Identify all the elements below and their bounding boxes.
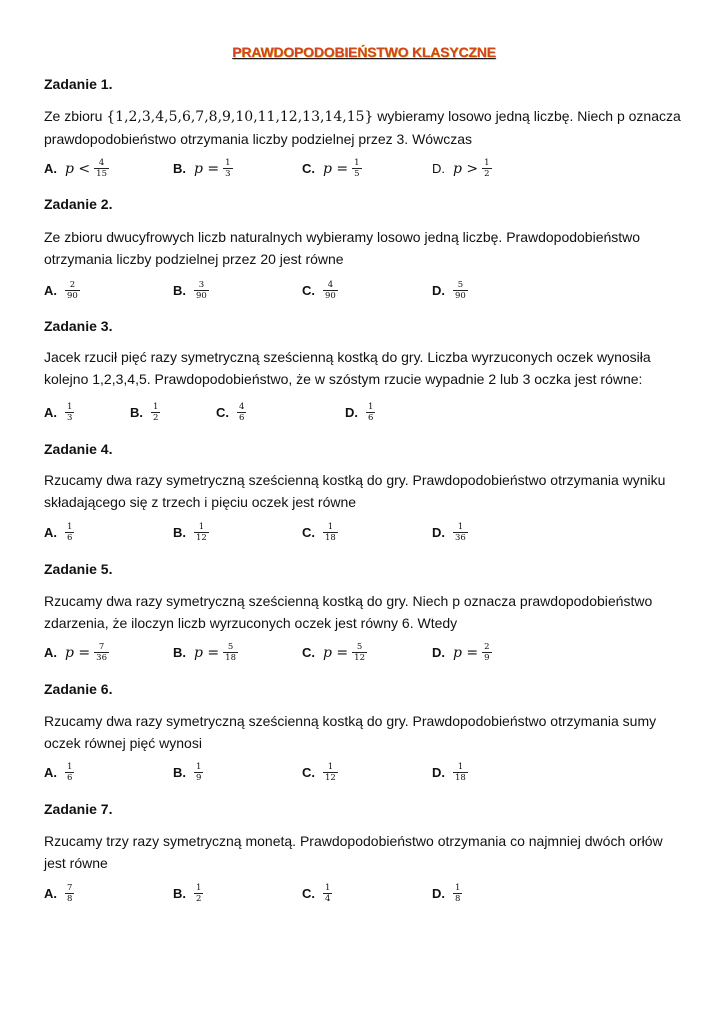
fraction-denominator: 3 — [67, 413, 73, 423]
option-letter: B. — [173, 886, 186, 901]
fraction-numerator: 1 — [325, 883, 331, 893]
option-fraction — [323, 762, 338, 783]
option-fraction — [65, 522, 74, 543]
option-fraction — [194, 883, 203, 904]
task-4-option-c[interactable] — [302, 522, 338, 543]
option-fraction — [65, 762, 74, 783]
fraction-denominator: 9 — [484, 653, 490, 663]
task-7-question: Rzucamy trzy razy symetryczną monetą. Prawdopodobieństwo otrzymania co najmniej dwóch orłów jest równe — [44, 833, 663, 871]
task-1-heading: Zadanie 1. — [44, 76, 113, 92]
option-fraction — [453, 883, 462, 904]
fraction-denominator: 2 — [196, 894, 202, 904]
option-fraction — [65, 883, 74, 904]
fraction-numerator: 1 — [354, 158, 360, 168]
option-letter: C. — [302, 161, 315, 176]
option-fraction — [237, 402, 246, 423]
option-relation: p = — [194, 644, 220, 661]
option-fraction — [482, 158, 491, 179]
option-fraction — [65, 280, 80, 301]
fraction-numerator: 5 — [457, 280, 464, 290]
fraction-denominator: 4 — [325, 894, 331, 904]
option-letter: D. — [432, 886, 445, 901]
fraction-denominator: 9 — [196, 773, 202, 783]
fraction-denominator: 90 — [67, 291, 78, 301]
option-relation: p = — [323, 644, 349, 661]
option-letter: A. — [44, 765, 57, 780]
task-3-option-d[interactable] — [345, 402, 375, 423]
option-relation: p = — [65, 644, 91, 661]
task-2-option-b[interactable] — [173, 280, 209, 301]
fraction-denominator: 90 — [196, 291, 207, 301]
fraction-denominator: 8 — [455, 894, 461, 904]
option-fraction — [223, 642, 238, 663]
option-fraction — [194, 762, 203, 783]
fraction-numerator: 1 — [327, 522, 334, 532]
option-relation: p > — [453, 160, 479, 177]
task-1-option-c[interactable] — [302, 158, 362, 179]
option-fraction — [323, 522, 338, 543]
task-7-option-c[interactable] — [302, 883, 332, 904]
option-fraction — [453, 280, 468, 301]
fraction-numerator: 5 — [227, 642, 234, 652]
fraction-numerator: 2 — [484, 642, 490, 652]
task-4-option-a[interactable] — [44, 522, 74, 543]
option-fraction — [453, 762, 468, 783]
option-letter: B. — [173, 161, 186, 176]
task-1-option-d[interactable] — [432, 158, 492, 179]
task-5-heading: Zadanie 5. — [44, 561, 113, 577]
task-5-option-c[interactable] — [302, 642, 367, 663]
fraction-numerator: 4 — [327, 280, 334, 290]
fraction-numerator: 1 — [67, 522, 73, 532]
option-letter: C. — [302, 886, 315, 901]
option-letter: A. — [44, 886, 57, 901]
fraction-numerator: 5 — [356, 642, 363, 652]
option-letter: A. — [44, 283, 57, 298]
fraction-denominator: 18 — [325, 533, 336, 543]
fraction-numerator: 1 — [327, 762, 334, 772]
task-6-heading: Zadanie 6. — [44, 681, 113, 697]
task-1-set: {1,2,3,4,5,6,7,8,9,10,11,12,13,14,15} — [106, 109, 374, 125]
task-5-question: Rzucamy dwa razy symetryczną sześcienną kostką do gry. Niech p oznacza prawdopodobieństwo zdarzenia, że iloczyn liczb wyrzuconych oczek jest równy 6. Wtedy — [44, 593, 653, 631]
task-6-option-a[interactable] — [44, 762, 74, 783]
fraction-denominator: 12 — [196, 533, 207, 543]
fraction-numerator: 4 — [98, 158, 105, 168]
fraction-denominator: 2 — [484, 169, 490, 179]
task-3-heading: Zadanie 3. — [44, 318, 113, 334]
option-letter: B. — [173, 645, 186, 660]
fraction-denominator: 8 — [67, 894, 73, 904]
page-title: PRAWDOPODOBIEŃSTWO KLASYCZNE — [232, 44, 496, 60]
task-2-option-d[interactable] — [432, 280, 468, 301]
option-letter: A. — [44, 525, 57, 540]
task-3-option-a[interactable] — [44, 402, 74, 423]
task-7-heading: Zadanie 7. — [44, 801, 113, 817]
fraction-numerator: 1 — [484, 158, 490, 168]
option-fraction — [194, 280, 209, 301]
fraction-denominator: 15 — [96, 169, 107, 179]
option-fraction — [94, 158, 109, 179]
option-letter: C. — [302, 645, 315, 660]
fraction-numerator: 1 — [196, 762, 202, 772]
fraction-numerator: 1 — [67, 402, 73, 412]
task-5-option-b[interactable] — [173, 642, 238, 663]
task-4-question: Rzucamy dwa razy symetryczną sześcienną kostką do gry. Prawdopodobieństwo otrzymania wyniku składającego się z trzech i pięciu oczek jest równe — [44, 472, 666, 510]
task-2-option-a[interactable] — [44, 280, 80, 301]
option-letter: D. — [432, 645, 445, 660]
task-5-option-a[interactable] — [44, 642, 109, 663]
fraction-numerator: 1 — [455, 883, 461, 893]
fraction-denominator: 5 — [354, 169, 360, 179]
fraction-numerator: 7 — [98, 642, 105, 652]
fraction-denominator: 12 — [354, 653, 365, 663]
fraction-numerator: 1 — [225, 158, 231, 168]
option-letter: A. — [44, 161, 57, 176]
fraction-denominator: 2 — [153, 413, 159, 423]
task-2-option-c[interactable] — [302, 280, 338, 301]
task-6-option-d[interactable] — [432, 762, 468, 783]
task-2-heading: Zadanie 2. — [44, 196, 113, 212]
fraction-denominator: 6 — [67, 773, 73, 783]
fraction-denominator: 12 — [325, 773, 336, 783]
task-1-option-a[interactable] — [44, 158, 109, 179]
option-fraction — [94, 642, 109, 663]
fraction-denominator: 18 — [455, 773, 466, 783]
option-letter: D. — [432, 525, 445, 540]
option-letter: B. — [130, 405, 143, 420]
fraction-numerator: 1 — [198, 522, 205, 532]
option-letter: B. — [173, 765, 186, 780]
option-letter: D. — [432, 161, 445, 176]
option-fraction — [151, 402, 160, 423]
option-relation: p < — [65, 160, 91, 177]
task-4-option-d[interactable] — [432, 522, 468, 543]
option-letter: A. — [44, 645, 57, 660]
fraction-denominator: 6 — [368, 413, 374, 423]
task-5-option-d[interactable] — [432, 642, 492, 663]
option-letter: C. — [302, 765, 315, 780]
fraction-denominator: 3 — [225, 169, 231, 179]
option-letter: A. — [44, 405, 57, 420]
task-7-option-a[interactable] — [44, 883, 74, 904]
fraction-denominator: 6 — [67, 533, 73, 543]
fraction-denominator: 36 — [455, 533, 466, 543]
task-7-option-d[interactable] — [432, 883, 462, 904]
option-letter: B. — [173, 283, 186, 298]
option-fraction — [194, 522, 209, 543]
option-relation: p = — [453, 644, 479, 661]
fraction-denominator: 18 — [225, 653, 236, 663]
fraction-denominator: 36 — [96, 653, 107, 663]
option-fraction — [352, 158, 361, 179]
option-letter: B. — [173, 525, 186, 540]
option-fraction — [65, 402, 74, 423]
fraction-denominator: 6 — [239, 413, 245, 423]
fraction-numerator: 7 — [67, 883, 73, 893]
task-4-heading: Zadanie 4. — [44, 441, 113, 457]
option-fraction — [223, 158, 232, 179]
task-1-question — [44, 105, 684, 150]
task-1-text-pre: Ze zbioru — [44, 108, 107, 124]
option-fraction — [482, 642, 491, 663]
fraction-numerator: 1 — [457, 762, 464, 772]
fraction-numerator: 1 — [457, 522, 464, 532]
option-fraction — [352, 642, 367, 663]
option-fraction — [323, 883, 332, 904]
fraction-numerator: 2 — [69, 280, 76, 290]
task-3-option-b[interactable] — [130, 402, 160, 423]
fraction-numerator: 4 — [239, 402, 245, 412]
option-relation: p = — [194, 160, 220, 177]
task-3-option-c[interactable] — [216, 402, 246, 423]
option-letter: D. — [345, 405, 358, 420]
fraction-numerator: 3 — [198, 280, 205, 290]
fraction-numerator: 1 — [67, 762, 73, 772]
option-letter: C. — [302, 283, 315, 298]
option-relation: p = — [323, 160, 349, 177]
option-fraction — [366, 402, 375, 423]
task-2-question: Ze zbioru dwucyfrowych liczb naturalnych wybieramy losowo jedną liczbę. Prawdopodobieństwo otrzymania liczby podzielnej przez 20 jest równe — [44, 229, 641, 267]
task-7-option-b[interactable] — [173, 883, 203, 904]
fraction-denominator: 90 — [455, 291, 466, 301]
task-1-text-post: wybieramy losowo jedną liczbę. Niech p oznacza prawdopodobieństwo otrzymania liczby podzielnej przez 3. Wówczas — [44, 108, 681, 147]
option-letter: D. — [432, 283, 445, 298]
fraction-denominator: 90 — [325, 291, 336, 301]
task-6-option-b[interactable] — [173, 762, 203, 783]
task-3-question: Jacek rzucił pięć razy symetryczną sześcienną kostką do gry. Liczba wyrzuconych oczek wynosiła kolejno 1,2,3,4,5. Prawdopodobieństwo, że w szóstym rzucie wypadnie 2 lub 3 oczka jest równe: — [44, 349, 651, 387]
option-fraction — [323, 280, 338, 301]
option-letter: C. — [216, 405, 229, 420]
option-fraction — [453, 522, 468, 543]
fraction-numerator: 1 — [153, 402, 159, 412]
option-letter: D. — [432, 765, 445, 780]
task-1-option-b[interactable] — [173, 158, 233, 179]
option-letter: C. — [302, 525, 315, 540]
fraction-numerator: 1 — [368, 402, 374, 412]
task-4-option-b[interactable] — [173, 522, 209, 543]
task-6-option-c[interactable] — [302, 762, 338, 783]
fraction-numerator: 1 — [196, 883, 202, 893]
task-6-question: Rzucamy dwa razy symetryczną sześcienną kostką do gry. Prawdopodobieństwo otrzymania sumy oczek równej pięć wynosi — [44, 713, 657, 751]
